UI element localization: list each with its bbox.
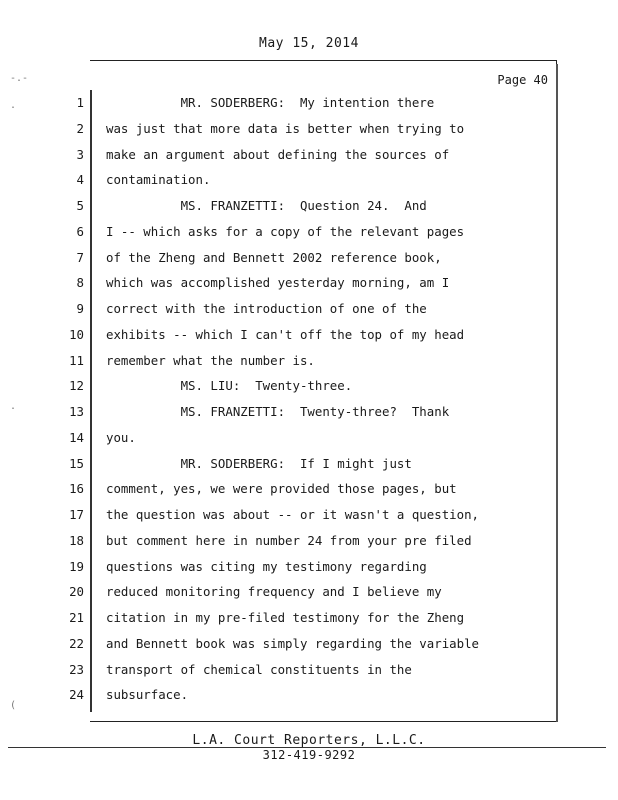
line-number: 11	[69, 352, 84, 368]
line-text: remember what the number is.	[106, 352, 315, 368]
line-text: MS. LIU: Twenty-three.	[106, 378, 353, 394]
line-text: reduced monitoring frequency and I believe my	[106, 584, 442, 600]
line-number: 19	[69, 558, 84, 574]
line-text: MS. FRANZETTI: Question 24. And	[106, 198, 427, 213]
line-text: make an argument about defining the sources of	[106, 146, 450, 162]
line-text: correct with the introduction of one of the	[106, 301, 427, 316]
line-number: 5	[76, 198, 84, 213]
line-number: 16	[69, 481, 84, 497]
line-text: MR. SODERBERG: If I might just	[106, 455, 412, 471]
line-text: subsurface.	[106, 687, 189, 703]
line-number: 9	[76, 301, 84, 316]
line-text: which was accomplished yesterday morning, am I	[106, 275, 450, 291]
line-number: 1	[76, 95, 84, 110]
line-number: 17	[69, 507, 84, 522]
line-number: 20	[69, 584, 84, 600]
line-number: 18	[69, 532, 84, 548]
page-number: Page 40	[497, 73, 548, 87]
line-number: 4	[76, 172, 84, 188]
line-text: MR. SODERBERG: My intention there	[106, 95, 435, 110]
left-margin-mark: .	[10, 100, 17, 111]
line-number: 8	[76, 275, 84, 291]
line-text: MS. FRANZETTI: Twenty-three? Thank	[106, 404, 450, 419]
footer-company: L.A. Court Reporters, L.L.C.	[192, 733, 426, 748]
footer-phone: 312-419-9292	[262, 748, 356, 762]
line-number: 23	[69, 661, 84, 677]
line-text: citation in my pre-filed testimony for the Zheng	[106, 610, 465, 625]
line-text: I -- which asks for a copy of the relevant pages	[106, 223, 465, 239]
line-text: was just that more data is better when trying to	[106, 120, 465, 136]
line-text: you.	[106, 429, 136, 445]
frame-left-rule	[90, 90, 92, 712]
line-number: 3	[76, 146, 84, 162]
line-number: 24	[69, 687, 84, 703]
line-number: 7	[76, 249, 84, 265]
frame-shadow	[556, 64, 558, 722]
line-number: 2	[76, 120, 84, 136]
line-text: contamination.	[106, 172, 211, 188]
line-text: but comment here in number 24 from your pre filed	[106, 532, 472, 548]
line-number: 6	[76, 223, 84, 239]
line-text: transport of chemical constituents in the	[106, 661, 412, 677]
left-margin-mark: (	[10, 700, 17, 711]
line-text: exhibits -- which I can't off the top of my head	[106, 326, 465, 342]
page-date-header: May 15, 2014	[259, 36, 359, 51]
line-number: 22	[69, 635, 84, 651]
line-text: comment, yes, we were provided those pages, but	[106, 481, 457, 497]
line-number: 13	[69, 404, 84, 419]
line-text: questions was citing my testimony regarding	[106, 558, 427, 574]
line-text: and Bennett book was simply regarding the variable	[106, 635, 479, 651]
left-margin-mark: -.-	[10, 73, 29, 84]
left-margin-mark: .	[10, 401, 17, 412]
line-number: 21	[69, 610, 84, 625]
line-number: 15	[69, 455, 84, 471]
line-number: 10	[69, 326, 84, 342]
line-number: 12	[69, 378, 84, 394]
line-text: the question was about -- or it wasn't a question,	[106, 507, 479, 522]
line-text: of the Zheng and Bennett 2002 reference book,	[106, 249, 442, 265]
line-number: 14	[69, 429, 84, 445]
